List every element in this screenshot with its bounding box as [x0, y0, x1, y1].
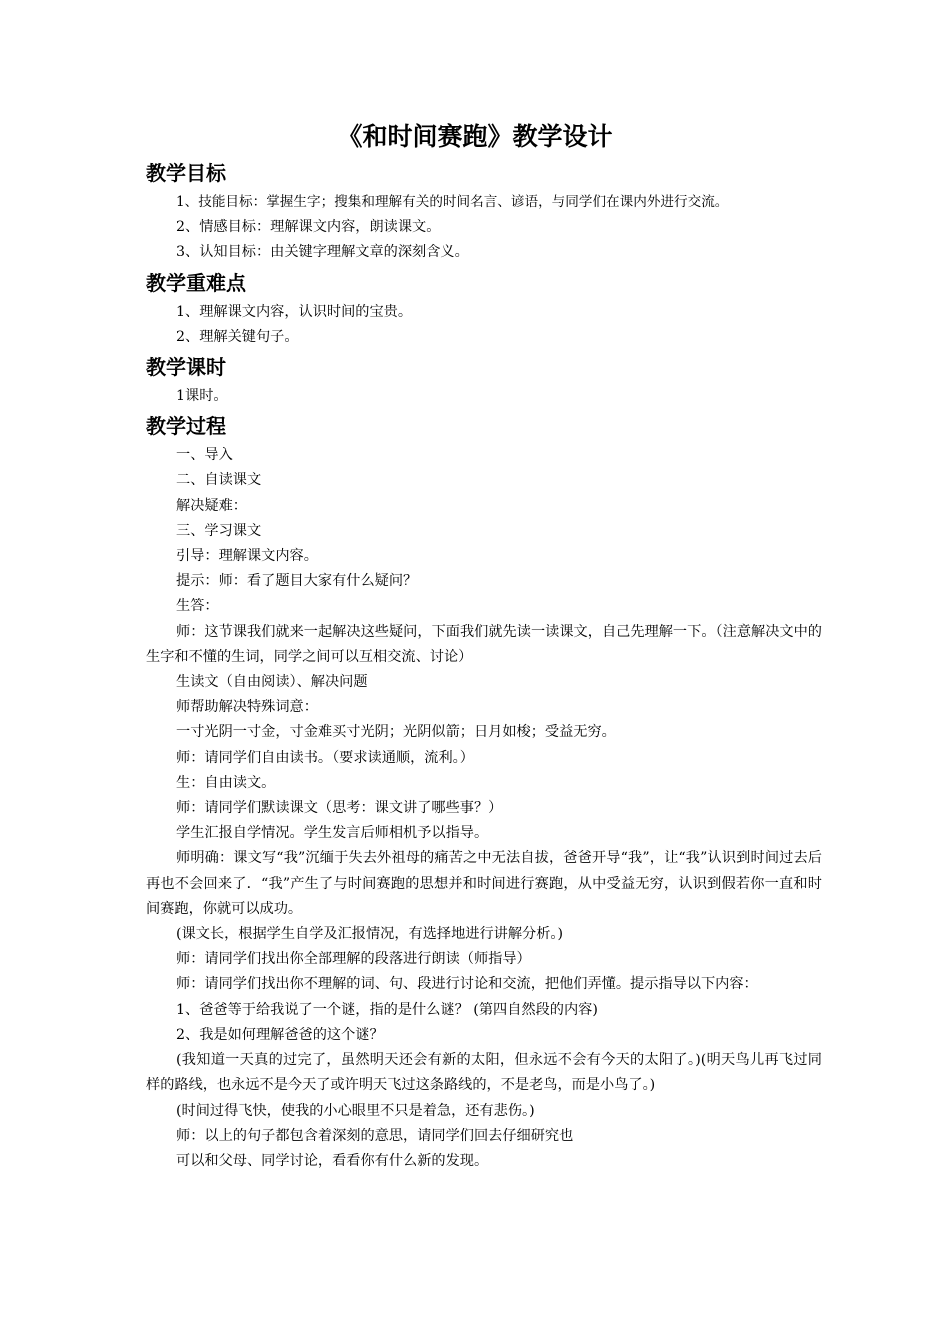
paragraph: 1课时。 — [176, 388, 228, 405]
paragraph: 提示：师：看了题目大家有什么疑问？ — [176, 573, 418, 590]
section-heading-key-points: 教学重难点 — [146, 270, 246, 295]
paragraph: 解决疑难： — [176, 497, 247, 514]
paragraph: 一寸光阴一寸金，寸金难买寸光阴；光阴似箭；日月如梭；受益无穷。 — [176, 724, 616, 741]
section-heading-class-hours: 教学课时 — [146, 355, 226, 380]
paragraph: (我知道一天真的过完了，虽然明天还会有新的太阳，但永远不会有今天的太阳了。)(明天鸟儿再飞过同样的路线，也永远不是今天了或许明天飞过这条路线的，不是老鸟，而是小鸟了。) — [146, 1052, 822, 1094]
section-heading-objectives: 教学目标 — [146, 161, 226, 185]
paragraph: (时间过得飞快，使我的小心眼里不只是着急，还有悲伤。) — [176, 1102, 535, 1119]
paragraph: 二、自读课文 — [176, 472, 262, 489]
paragraph: 生：自由读文。 — [176, 774, 276, 791]
paragraph: 一、导入 — [176, 447, 233, 464]
paragraph: 1、理解课文内容，认识时间的宝贵。 — [176, 303, 413, 320]
paragraph: 1、技能目标：掌握生字；搜集和理解有关的时间名言、谚语，与同学们在课内外进行交流。 — [176, 194, 729, 210]
paragraph: 师：请同学们默读课文（思考：课文讲了哪些事？） — [176, 800, 503, 817]
paragraph: 师：请同学们找出你不理解的词、句、段进行讨论和交流，把他们弄懂。提示指导以下内容： — [176, 976, 758, 993]
paragraph: 可以和父母、同学讨论，看看你有什么新的发现。 — [176, 1152, 489, 1169]
paragraph: 生答： — [176, 598, 219, 615]
paragraph: 1、爸爸等于给我说了一个谜，指的是什么谜？ (第四自然段的内容) — [176, 1001, 598, 1018]
paragraph: 3、认知目标：由关键字理解文章的深刻含义。 — [176, 244, 469, 261]
paragraph: 三、学习课文 — [176, 522, 262, 539]
paragraph: 2、情感目标：理解课文内容，朗读课文。 — [176, 219, 441, 236]
paragraph: (课文长，根据学生自学及汇报情况，有选择地进行讲解分析。) — [176, 926, 564, 943]
paragraph: 生读文（自由阅读）、解决问题 — [176, 674, 368, 691]
paragraph: 2、理解关键句子。 — [176, 328, 299, 345]
paragraph: 师帮助解决特殊词意： — [176, 699, 318, 716]
document-title: 《和时间赛跑》教学设计 — [337, 122, 613, 151]
paragraph: 师：以上的句子都包含着深刻的意思，请同学们回去仔细研究也 — [176, 1127, 574, 1144]
section-heading-process: 教学过程 — [146, 414, 226, 439]
paragraph: 引导：理解课文内容。 — [176, 548, 318, 565]
paragraph: 师：请同学们自由读书。（要求读通顺，流利。） — [176, 749, 474, 766]
paragraph: 师明确：课文写“我”沉缅于失去外祖母的痛苦之中无法自拔，爸爸开导“我”，让“我”认识到时间过去后再也不会回来了．“我”产生了与时间赛跑的思想并和时间进行赛跑，从中受益无穷，认识到假若你一直和时间赛跑，你就可以成功。 — [146, 850, 822, 917]
paragraph: 师：这节课我们就来一起解决这些疑问，下面我们就先读一读课文，自己先理解一下。（注意解决文中的生字和不懂的生词，同学之间可以互相交流、讨论） — [146, 623, 822, 665]
paragraph: 学生汇报自学情况。学生发言后师相机予以指导。 — [176, 825, 489, 842]
paragraph: 2、我是如何理解爸爸的这个谜？ — [176, 1026, 384, 1043]
paragraph: 师：请同学们找出你全部理解的段落进行朗读（师指导） — [176, 951, 531, 968]
document-body — [146, 156, 822, 1174]
